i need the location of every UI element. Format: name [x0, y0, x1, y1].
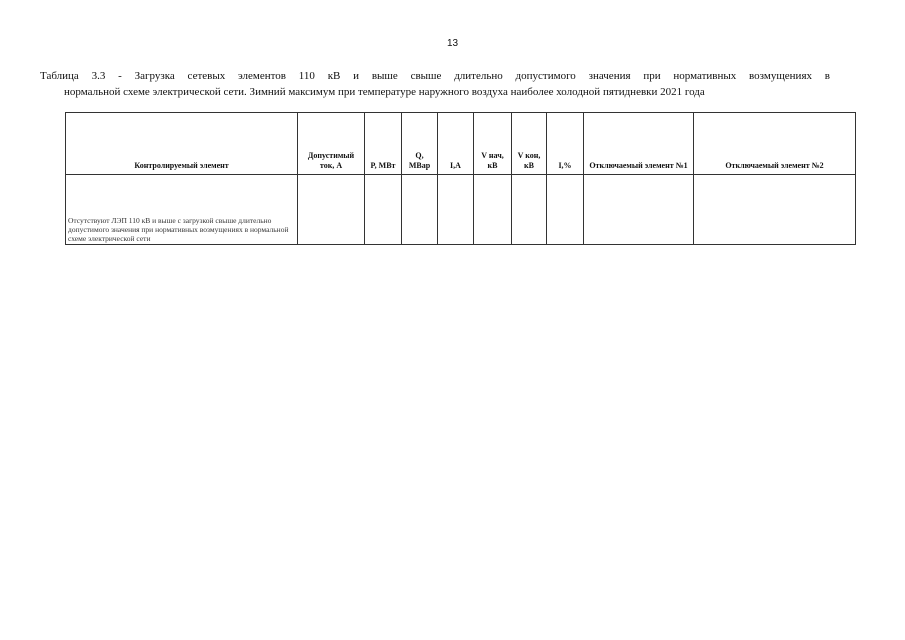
header-disconnected-element-2: Отключаемый элемент №2 — [694, 113, 856, 175]
cell-current-percent — [547, 175, 584, 245]
cell-voltage-start — [474, 175, 512, 245]
cell-disconnected-element-1 — [584, 175, 694, 245]
page-number: 13 — [446, 38, 459, 49]
cell-active-power — [365, 175, 402, 245]
cell-controlled-element: Отсутствуют ЛЭП 110 кВ и выше с загрузкой свыше длительно допустимого значения при нормативных возмущениях в нормальной схеме электрической сети — [66, 175, 298, 245]
cell-disconnected-element-2 — [694, 175, 856, 245]
table-header-row — [66, 113, 856, 175]
cell-allowed-current — [298, 175, 365, 245]
network-load-table — [65, 112, 856, 245]
header-voltage-start: V нач, кВ — [474, 113, 512, 175]
header-current-percent: I,% — [547, 113, 584, 175]
header-voltage-end: V кон, кВ — [512, 113, 547, 175]
header-allowed-current: Допустимый ток, А — [298, 113, 365, 175]
header-controlled-element: Контролируемый элемент — [66, 113, 298, 175]
cell-reactive-power — [402, 175, 438, 245]
header-reactive-power: Q, МВар — [402, 113, 438, 175]
table-caption-line-1: Таблица 3.3 - Загрузка сетевых элементов 110 кВ и выше свыше длительно допустимого значения при нормативных возмущениях в — [40, 70, 830, 82]
cell-voltage-end — [512, 175, 547, 245]
cell-current — [438, 175, 474, 245]
header-current: I,А — [438, 113, 474, 175]
table-caption-line-2: нормальной схеме электрической сети. Зимний максимум при температуре наружного воздуха наиболее холодной пятидневки 2021 года — [64, 86, 705, 98]
table-caption — [40, 68, 830, 100]
header-active-power: P, МВт — [365, 113, 402, 175]
table-row — [66, 175, 856, 245]
header-disconnected-element-1: Отключаемый элемент №1 — [584, 113, 694, 175]
